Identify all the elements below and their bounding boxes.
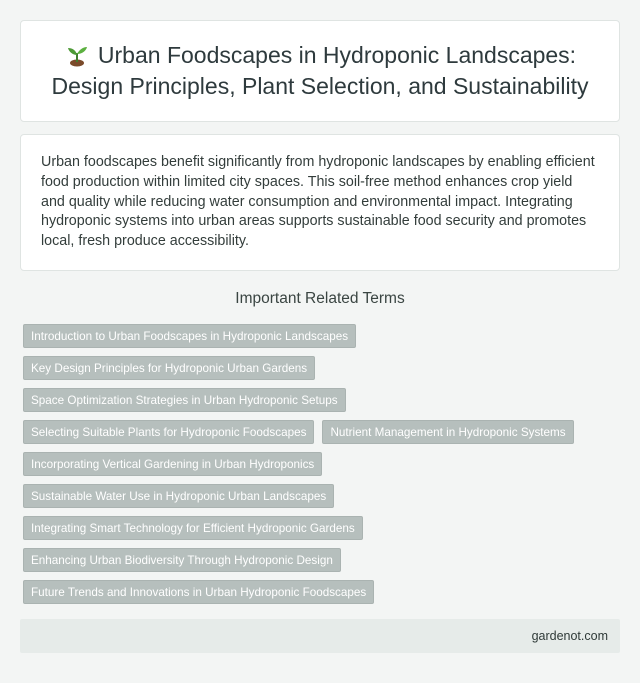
terms-row bbox=[23, 324, 623, 348]
term-tag[interactable]: Selecting Suitable Plants for Hydroponic Foodscapes bbox=[23, 420, 314, 444]
terms-row bbox=[23, 388, 623, 412]
term-tag[interactable]: Incorporating Vertical Gardening in Urban Hydroponics bbox=[23, 452, 322, 476]
footer-site-link[interactable]: gardenot.com bbox=[531, 629, 608, 643]
term-tag[interactable]: Future Trends and Innovations in Urban Hydroponic Foodscapes bbox=[23, 580, 374, 604]
terms-row bbox=[23, 420, 623, 444]
term-tag[interactable]: Nutrient Management in Hydroponic Systems bbox=[322, 420, 573, 444]
terms-row bbox=[23, 356, 623, 380]
terms-row bbox=[23, 580, 623, 604]
term-tag[interactable]: Integrating Smart Technology for Efficient Hydroponic Gardens bbox=[23, 516, 363, 540]
term-tag[interactable]: Introduction to Urban Foodscapes in Hydroponic Landscapes bbox=[23, 324, 356, 348]
term-tag[interactable]: Space Optimization Strategies in Urban Hydroponic Setups bbox=[23, 388, 346, 412]
title-card bbox=[20, 20, 620, 122]
term-tag[interactable]: Key Design Principles for Hydroponic Urban Gardens bbox=[23, 356, 315, 380]
sprout-icon bbox=[64, 43, 90, 67]
terms-row bbox=[23, 516, 623, 540]
terms-row bbox=[23, 548, 623, 572]
terms-row bbox=[23, 484, 623, 508]
page-title-text: Urban Foodscapes in Hydroponic Landscapes: Design Principles, Plant Selection, and Sustainability bbox=[51, 42, 589, 99]
related-terms-heading: Important Related Terms bbox=[235, 290, 405, 307]
footer bbox=[20, 619, 620, 653]
related-terms-list bbox=[23, 324, 623, 612]
terms-row bbox=[23, 452, 623, 476]
intro-text: Urban foodscapes benefit significantly from hydroponic landscapes by enabling efficient food production within limited city spaces. This soil-free method enhances crop yield and quality while reducing water consumption and environmental impact. Integrating hydroponic systems into urban areas supports sustainable food security and promotes local, fresh produce accessibility. bbox=[41, 154, 595, 250]
intro-card bbox=[20, 134, 620, 271]
page-title bbox=[21, 40, 619, 102]
term-tag[interactable]: Enhancing Urban Biodiversity Through Hydroponic Design bbox=[23, 548, 341, 572]
term-tag[interactable]: Sustainable Water Use in Hydroponic Urban Landscapes bbox=[23, 484, 334, 508]
